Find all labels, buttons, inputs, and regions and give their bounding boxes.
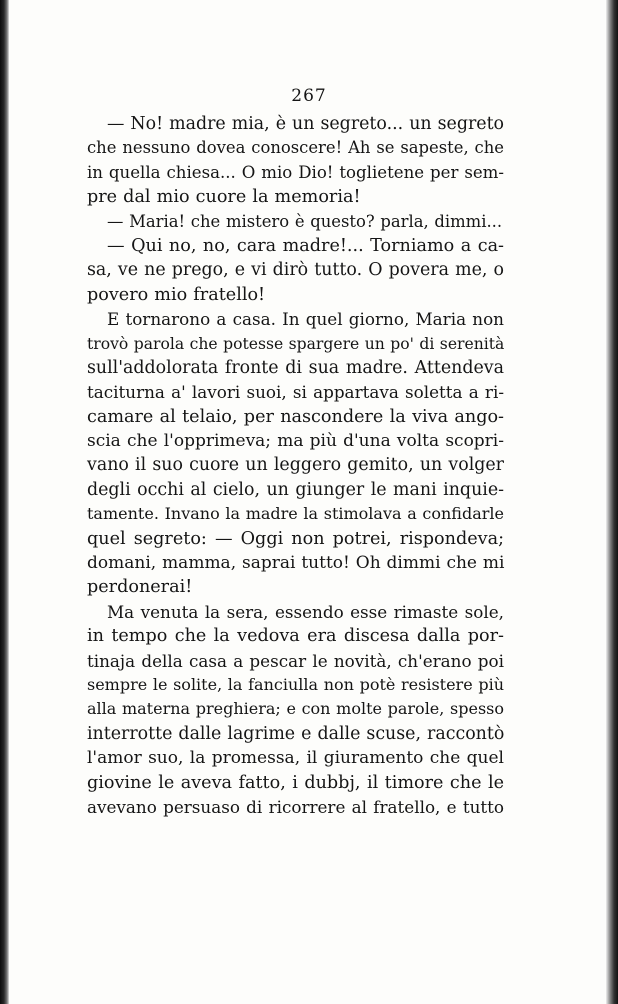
text-line: E tornarono a casa. In quel giorno, Maria non xyxy=(107,309,504,330)
page-outer-edge xyxy=(606,0,618,1004)
text-line: sempre le solite, la fanciulla non potè resistere più xyxy=(87,674,504,694)
text-line: pre dal mio cuore la memoria! xyxy=(87,187,361,208)
text-line: scia che l'opprimeva; ma più d'una volta scopri- xyxy=(87,431,504,452)
text-line: tamente. Invano la madre la stimolava a confidarle xyxy=(87,504,504,524)
text-line: taciturna a' lavori suoi, si appartava soletta a ri- xyxy=(87,382,504,403)
text-line: domani, mamma, saprai tutto! Oh dimmi che mi xyxy=(87,553,505,574)
text-line: — Maria! che mistero è questo? parla, dimmi... xyxy=(107,211,503,231)
text-line: avevano persuaso di ricorrere al fratello, e tutto xyxy=(87,796,504,817)
text-line: quel segreto: — Oggi non potrei, rispondeva; xyxy=(87,528,504,549)
text-line: — Qui no, no, cara madre!... Torniamo a ca- xyxy=(107,235,504,256)
text-line: giovine le aveva fatto, i dubbj, il timore che le xyxy=(87,772,504,793)
text-line: perdonerai! xyxy=(87,577,193,598)
text-line: tinaja della casa a pescar le novità, ch'erano poi xyxy=(87,650,504,671)
text-line: sa, ve ne prego, e vi dirò tutto. O povera me, o xyxy=(87,260,504,281)
text-line: trovò parola che potesse spargere un po' di serenità xyxy=(87,334,505,353)
text-line: alla materna preghiera; e con molte parole, spesso xyxy=(87,699,504,719)
body-text xyxy=(87,112,504,819)
text-line: degli occhi al cielo, un giunger le mani inquie- xyxy=(87,479,504,500)
text-line: Ma venuta la sera, essendo esse rimaste sole, xyxy=(107,601,504,622)
page-binding-edge xyxy=(0,0,9,1004)
text-line: in quella chiesa... O mio Dio! toglietene per sem- xyxy=(87,162,504,182)
text-line: in tempo che la vedova era discesa dalla por- xyxy=(87,626,504,647)
text-line: sull'addolorata fronte di sua madre. Attendeva xyxy=(87,357,504,378)
text-line: che nessuno dovea conoscere! Ah se sapeste, che xyxy=(87,138,504,158)
text-line: interrotte dalle lagrime e dalle scuse, raccontò xyxy=(87,723,505,744)
text-line: l'amor suo, la promessa, il giuramento che quel xyxy=(87,748,504,769)
text-line: — No! madre mia, è un segreto... un segreto xyxy=(107,114,505,134)
text-line: povero mio fratello! xyxy=(87,284,266,305)
text-line: vano il suo cuore un leggero gemito, un volger xyxy=(87,455,504,476)
text-line: camare al telaio, per nascondere la viva ango- xyxy=(87,406,504,427)
page-number: 267 xyxy=(291,86,327,106)
